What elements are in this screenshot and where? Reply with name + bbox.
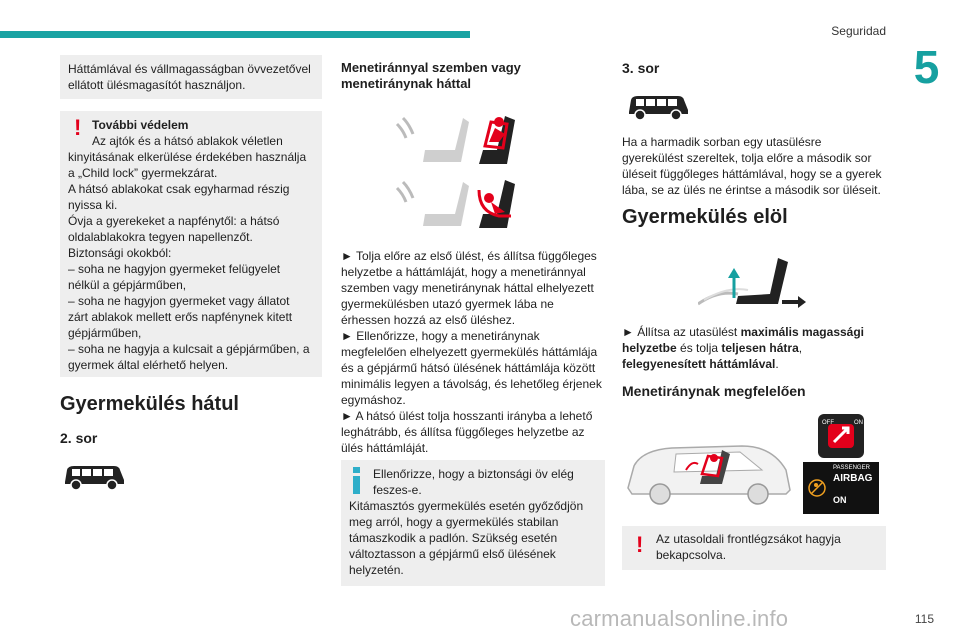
info-icon: [352, 467, 361, 494]
subheading-forward-facing: Menetiránynak megfelelően: [622, 383, 806, 399]
airbag-indicator-icon: [807, 478, 827, 498]
row-3-label: 3. sor: [622, 60, 660, 76]
rear-facing-seat-illustration: [395, 176, 525, 238]
airbag-status-on: ON: [833, 495, 847, 505]
warning-box-protection: ! További védelem Az ajtók és a hátsó ablakok véletlen kinyitásának elkerülése érdekében használja a „Child lock” gyermekzárat. A hátsó ablakokat csak egyharmad részig nyissa ki. Óvja a gyerekeket a napfénytől: a hátsó oldalablakokra tegyen napellenzőt. Biztonsági okokból: – soha ne hagyjon gyermeket felügyelet nélkül a gépjárműben, – soha ne hagyjon gyermeket vagy állatot zárt ablakok mellett erős napfénynek kitett gépjárműben, – soha ne hagyja a kulcsait a gépjárműben, a gyermek által elérhető helyen.: [60, 111, 322, 377]
chapter-number: 5: [913, 41, 940, 93]
section-title: Seguridad: [831, 24, 886, 38]
warning-title: További védelem: [92, 118, 189, 132]
warning-box-airbag: ! Az utasoldali frontlégzsákot hagyja bekapcsolva.: [622, 526, 886, 570]
heading-rear-seat: Gyermekülés hátul: [60, 393, 239, 415]
car-child-seat-illustration: [622, 430, 792, 510]
svg-text:OFF: OFF: [822, 420, 834, 426]
warning-icon: !: [74, 115, 82, 140]
front-seat-instructions: ► Állítsa az utasülést maximális magassági helyzetbe és tolja teljesen hátra, felegyenesített háttámlával.: [622, 325, 864, 371]
passenger-airbag-indicator: PASSENGER AIRBAG ON: [803, 462, 879, 514]
info-box-seatbelt: Ellenőrizze, hogy a biztonsági öv elég feszes-e. Kitámasztós gyermekülés esetén győződjön meg arról, hogy a gyermekülés stabilan támaszkodik a padlón. Szükség esetén változtasson a gépjármű első ülésének helyzetén.: [341, 460, 605, 586]
watermark: carmanualsonline.info: [570, 606, 789, 631]
booster-note: Háttámlával és vállmagasságban övvezetővel ellátott ülésmagasítót használjon.: [60, 55, 322, 99]
svg-text:ON: ON: [854, 420, 863, 426]
heading-facing: Menetiránnyal szemben vagy menetiránynak háttal: [341, 60, 521, 91]
column-2: [341, 50, 605, 577]
forward-facing-seat-illustration: [395, 112, 525, 174]
row-2-label: 2. sor: [60, 430, 98, 446]
header-accent-bar: [0, 31, 470, 38]
airbag-off-switch-icon: [818, 414, 864, 458]
warning-icon: !: [636, 532, 644, 557]
front-seat-adjust-illustration: [698, 254, 808, 310]
car-row-2-icon: [62, 462, 126, 492]
seat-instructions: ► Tolja előre az első ülést, és állítsa függőleges helyzetbe a háttámláját, hogy a menetiránnyal szemben vagy menetiránynak háttal elhelyezett gyermekülésben utazó gyermek lába ne érhessen hozzá az első üléshez. ► Ellenőrizze, hogy a menetiránynak megfelelően elhelyezett gyermekülés háttámlája és a gépjármű hátsó ülésének háttámlája között minimális legyen a távolság, és lehetőleg érjenek egymáshoz. ► A hátsó ülést tolja hosszanti irányba a lehető leghátrább, és állítsa függőleges helyzetbe az ülés háttámláját.: [341, 249, 602, 455]
row-3-instructions: Ha a harmadik sorban egy utasülésre gyerekülést szereltek, tolja előre a második sor üléseit függőleges háttámlával, hogy se a gyerek lába, se az ülés ne érintse a második sor üléseit.: [622, 135, 882, 197]
column-3: [622, 50, 886, 562]
page-number: 115: [914, 612, 934, 626]
car-row-3-icon: [626, 92, 690, 122]
heading-front-seat: Gyermekülés elöl: [622, 206, 788, 228]
column-1: [60, 50, 322, 497]
